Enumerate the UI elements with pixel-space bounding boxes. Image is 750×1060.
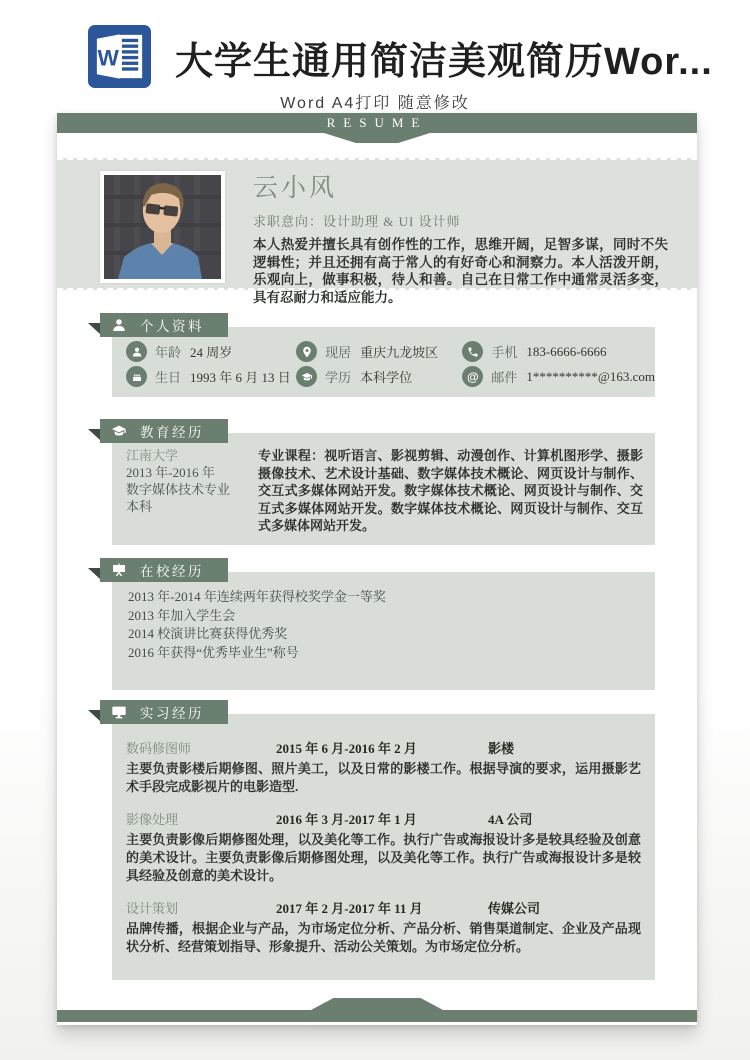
footer-bar [57, 1010, 697, 1022]
at-icon: @ [462, 366, 483, 387]
job-period: 2016 年 3 月-2017 年 1 月 [276, 812, 417, 827]
section-personal-info [112, 319, 655, 397]
tab-fold-corner [88, 568, 100, 579]
phone-icon [462, 341, 483, 362]
footer-bump [311, 998, 443, 1010]
job-period: 2015 年 6 月-2016 年 2 月 [276, 741, 417, 756]
person-icon [126, 341, 147, 362]
job-header [126, 811, 641, 829]
tab-fold-corner [88, 323, 100, 334]
profile-photo [100, 171, 225, 283]
job-header [126, 900, 641, 918]
job-company: 传媒公司 [488, 901, 541, 916]
job-header [126, 740, 641, 758]
personal-value: 1993 年 6 月 13 日 [190, 370, 291, 385]
campus-item: 2016 年获得“优秀毕业生”称号 [128, 644, 299, 660]
section-internship [112, 706, 655, 980]
personal-label: 现居 [325, 345, 352, 360]
personal-label: 生日 [155, 370, 182, 385]
personal-value: 1**********@163.com [526, 368, 655, 384]
graduation-cap-icon [111, 423, 127, 439]
resume-banner [57, 113, 697, 133]
personal-item-birthday [126, 364, 296, 389]
easel-icon [111, 562, 127, 578]
job-company: 4A 公司 [488, 812, 533, 827]
self-summary: 本人热爱并擅长具有创作性的工作，思维开阔，足智多谋，同时不失逻辑性；并且还拥有高于常人的有好奇心和洞察力。本人活泼开朗，乐观向上，做事积极，待人和善。自己在日常工作中通常灵活多变，具有忍耐力和适应能力。 [253, 237, 668, 305]
personal-item-residence [296, 339, 462, 364]
personal-value: 183-6666-6666 [526, 343, 607, 359]
personal-col-2 [296, 339, 462, 397]
personal-label: 手机 [491, 345, 518, 360]
job-description: 主要负责影楼后期修图、照片美工，以及日常的影楼工作。根据导演的要求，运用摄影艺术手段完成影视片的电影造型. [126, 761, 641, 794]
personal-item-phone [462, 339, 655, 364]
banner-notch [324, 133, 430, 143]
job-company: 影楼 [488, 741, 515, 756]
monitor-icon [111, 704, 127, 720]
section-title: 个人资料 [140, 319, 204, 334]
personal-label: 邮件 [491, 370, 518, 385]
tab-fold-corner [88, 710, 100, 721]
profile-band [57, 158, 697, 305]
personal-item-degree [296, 364, 462, 389]
profile-photo-illustration [104, 175, 221, 279]
cake-icon [126, 366, 147, 387]
job-period: 2017 年 2 月-2017 年 11 月 [276, 901, 423, 916]
section-tab-campus [100, 558, 228, 582]
resume-banner-label: RESUME [326, 115, 428, 130]
education-major: 数字媒体技术专业 [126, 482, 231, 497]
page-title: 大学生通用简洁美观简历Wor... [175, 41, 713, 83]
resume-page [57, 113, 697, 1025]
personal-label: 学历 [325, 370, 352, 385]
campus-item: 2014 校演讲比赛获得优秀奖 [128, 626, 288, 641]
job-entry [126, 811, 641, 885]
graduation-cap-icon [296, 366, 317, 387]
section-title: 实习经历 [140, 706, 204, 721]
job-description: 主要负责影像后期修图处理，以及美化等工作。执行广告或海报设计多是较具经验及创意的美术设计。主要负责影像后期修图处理，以及美化等工作。执行广告或海报设计多是较具经验及创意的美术设计。 [126, 832, 641, 883]
person-icon [111, 317, 127, 333]
job-objective: 求职意向：设计助理 & UI 设计师 [253, 214, 461, 229]
job-entry [126, 740, 641, 796]
personal-item-age [126, 339, 296, 364]
education-school: 江南大学 [126, 448, 179, 463]
tab-fold-corner [88, 429, 100, 440]
svg-text:W: W [97, 45, 119, 71]
job-entry [126, 900, 641, 956]
section-title: 教育经历 [140, 425, 204, 440]
personal-col-3 [462, 339, 655, 397]
job-role: 数码修图师 [126, 741, 192, 756]
job-description: 品牌传播，根据企业与产品，为市场定位分析、产品分析、销售渠道制定、企业及产品现状分析、经营策划指导、形象提升、活动公关策划。为市场定位分析。 [126, 921, 641, 954]
section-tab-internship [100, 700, 228, 724]
education-degree: 本科 [126, 499, 153, 514]
word-icon [88, 25, 151, 88]
education-summary [126, 447, 258, 545]
education-courses: 专业课程：视听语言、影视剪辑、动漫创作、计算机图形学、摄影摄像技术、艺术设计基础、数字媒体技术概论、网页设计与制作、交互式多媒体网站开发。数字媒体技术概论、网页设计与制作、交互式多媒体网站开发。数字媒体技术概论、网页设计与制作、交互式多媒体网站开发。 [258, 448, 643, 533]
section-education [112, 425, 655, 545]
personal-col-1 [126, 339, 296, 397]
section-tab-personal [100, 313, 228, 337]
campus-item: 2013 年加入学生会 [128, 607, 236, 623]
personal-value: 重庆九龙坡区 [360, 345, 439, 360]
profile-info [253, 168, 668, 306]
personal-value: 24 周岁 [190, 345, 233, 360]
section-tab-education [100, 419, 228, 443]
personal-value: 本科学位 [360, 370, 413, 385]
section-campus [112, 564, 655, 690]
job-role: 影像处理 [126, 812, 179, 827]
personal-label: 年龄 [155, 345, 182, 360]
job-role: 设计策划 [126, 901, 179, 916]
education-period: 2013 年-2016 年 [126, 465, 215, 480]
section-title: 在校经历 [140, 564, 204, 579]
location-icon [296, 341, 317, 362]
site-header [0, 0, 750, 113]
personal-item-email [462, 364, 655, 389]
campus-item: 2013 年-2014 年连续两年获得校奖学金一等奖 [128, 589, 386, 604]
candidate-name: 云小风 [253, 175, 338, 202]
page-subtitle: Word A4打印 随意修改 [280, 95, 470, 112]
